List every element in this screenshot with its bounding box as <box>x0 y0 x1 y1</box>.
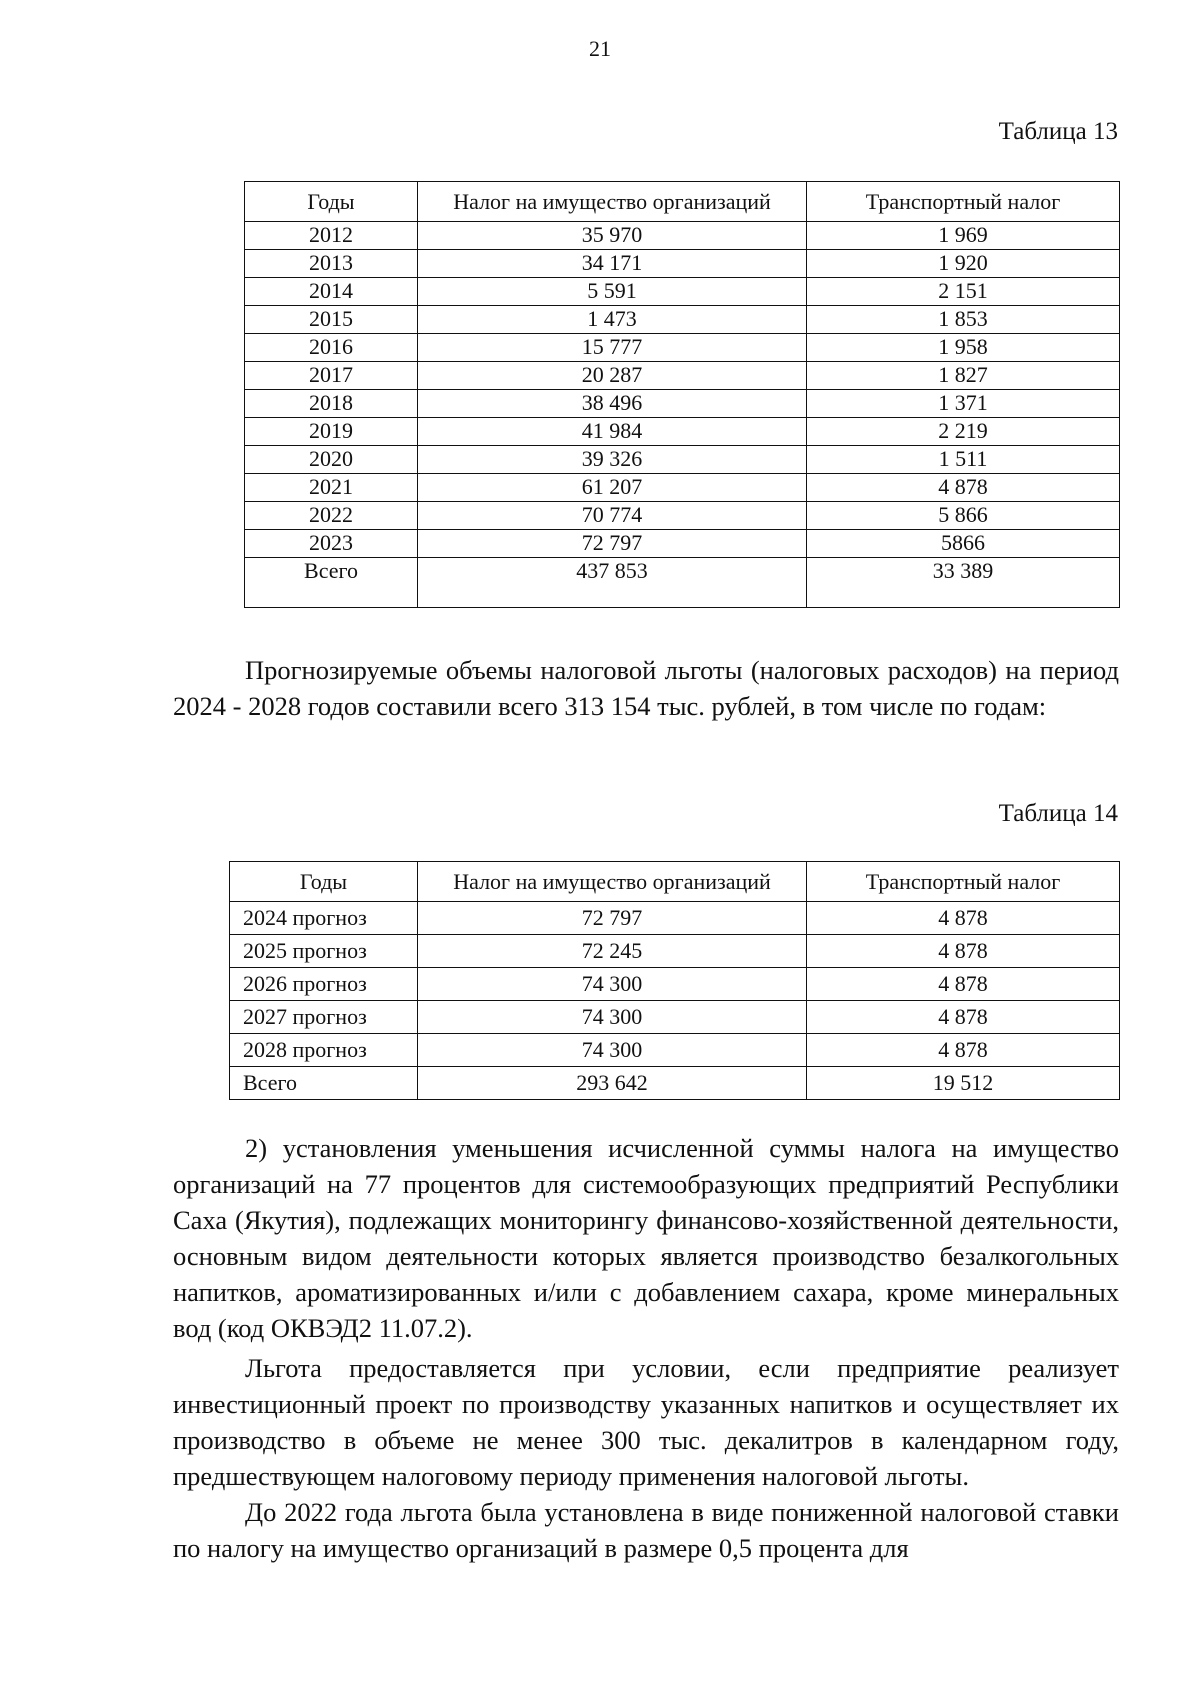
property-tax-cell: 38 496 <box>418 390 807 418</box>
year-cell: 2021 <box>245 474 418 502</box>
table-14-caption: Таблица 14 <box>998 800 1118 827</box>
transport-tax-cell: 4 878 <box>807 1034 1120 1067</box>
transport-tax-cell: 4 878 <box>807 1001 1120 1034</box>
property-tax-cell: 74 300 <box>418 968 807 1001</box>
table-row <box>230 1034 1120 1067</box>
transport-tax-total-cell: 19 512 <box>807 1067 1120 1100</box>
paragraph-forecast <box>173 652 1119 724</box>
paragraph-item-2-text: 2) установления уменьшения исчисленной суммы налога на имущество организаций на 77 процентов для системообразующих предприятий Республики Саха (Якутия), подлежащих мониторингу финансово-хозяйственной деятельности, основным видом деятельности которых является производство безалкогольных напитков, ароматизированных и/или с добавлением сахара, кроме минеральных вод (код ОКВЭД2 11.07.2). <box>173 1133 1119 1343</box>
year-cell: 2017 <box>245 362 418 390</box>
column-header-property-tax: Налог на имущество организаций <box>418 182 807 222</box>
property-tax-cell: 34 171 <box>418 250 807 278</box>
column-header-years: Годы <box>230 862 418 902</box>
column-header-years: Годы <box>245 182 418 222</box>
transport-tax-cell: 5866 <box>807 530 1120 558</box>
page-number: 21 <box>589 36 611 61</box>
table-row <box>245 362 1120 390</box>
property-tax-cell: 72 797 <box>418 902 807 935</box>
year-cell: 2025 прогноз <box>230 935 418 968</box>
year-cell: 2018 <box>245 390 418 418</box>
transport-tax-cell: 1 969 <box>807 222 1120 250</box>
property-tax-cell: 1 473 <box>418 306 807 334</box>
total-label-cell: Всего <box>230 1067 418 1100</box>
table-row <box>245 446 1120 474</box>
property-tax-cell: 61 207 <box>418 474 807 502</box>
table-row <box>245 530 1120 558</box>
table-row <box>245 250 1120 278</box>
year-cell: 2012 <box>245 222 418 250</box>
year-cell: 2024 прогноз <box>230 902 418 935</box>
property-tax-cell: 35 970 <box>418 222 807 250</box>
property-tax-cell: 5 591 <box>418 278 807 306</box>
transport-tax-cell: 1 511 <box>807 446 1120 474</box>
transport-tax-cell: 4 878 <box>807 968 1120 1001</box>
table-row <box>245 334 1120 362</box>
paragraph-history <box>173 1494 1119 1566</box>
paragraph-item-2 <box>173 1130 1119 1346</box>
paragraph-forecast-text: Прогнозируемые объемы налоговой льготы (налоговых расходов) на период 2024 - 2028 годов составили всего 313 154 тыс. рублей, в том числе по годам: <box>173 655 1119 721</box>
property-tax-cell: 74 300 <box>418 1001 807 1034</box>
table-total-row <box>245 558 1120 608</box>
property-tax-total-cell: 437 853 <box>418 558 807 608</box>
table-header-row <box>245 182 1120 222</box>
property-tax-total-cell: 293 642 <box>418 1067 807 1100</box>
year-cell: 2028 прогноз <box>230 1034 418 1067</box>
transport-tax-cell: 1 920 <box>807 250 1120 278</box>
transport-tax-cell: 4 878 <box>807 935 1120 968</box>
transport-tax-cell: 1 371 <box>807 390 1120 418</box>
table-row <box>230 902 1120 935</box>
table-14 <box>229 861 1120 1100</box>
year-cell: 2023 <box>245 530 418 558</box>
column-header-property-tax: Налог на имущество организаций <box>418 862 807 902</box>
table-row <box>245 502 1120 530</box>
property-tax-cell: 74 300 <box>418 1034 807 1067</box>
transport-tax-cell: 1 853 <box>807 306 1120 334</box>
table-total-row <box>230 1067 1120 1100</box>
property-tax-cell: 72 245 <box>418 935 807 968</box>
paragraph-condition-text: Льгота предоставляется при условии, если предприятие реализует инвестиционный проект по производству указанных напитков и осуществляет их производство в объеме не менее 300 тыс. декалитров в календарном году, предшествующем налоговому периоду применения налоговой льготы. <box>173 1353 1119 1491</box>
year-cell: 2014 <box>245 278 418 306</box>
transport-tax-cell: 2 219 <box>807 418 1120 446</box>
transport-tax-cell: 2 151 <box>807 278 1120 306</box>
property-tax-cell: 72 797 <box>418 530 807 558</box>
table-row <box>245 418 1120 446</box>
year-cell: 2022 <box>245 502 418 530</box>
transport-tax-total-cell: 33 389 <box>807 558 1120 608</box>
transport-tax-cell: 5 866 <box>807 502 1120 530</box>
table-row <box>230 1001 1120 1034</box>
property-tax-cell: 20 287 <box>418 362 807 390</box>
paragraph-history-text: До 2022 года льгота была установлена в виде пониженной налоговой ставки по налогу на имущество организаций в размере 0,5 процента для <box>173 1497 1119 1563</box>
transport-tax-cell: 1 958 <box>807 334 1120 362</box>
table-row <box>245 222 1120 250</box>
property-tax-cell: 39 326 <box>418 446 807 474</box>
total-label-cell: Всего <box>245 558 418 608</box>
table-row <box>230 968 1120 1001</box>
year-cell: 2016 <box>245 334 418 362</box>
year-cell: 2020 <box>245 446 418 474</box>
column-header-transport-tax: Транспортный налог <box>807 862 1120 902</box>
table-row <box>230 935 1120 968</box>
year-cell: 2015 <box>245 306 418 334</box>
table-row <box>245 390 1120 418</box>
table-13-caption: Таблица 13 <box>998 118 1118 145</box>
year-cell: 2026 прогноз <box>230 968 418 1001</box>
transport-tax-cell: 4 878 <box>807 902 1120 935</box>
paragraph-condition <box>173 1350 1119 1494</box>
property-tax-cell: 70 774 <box>418 502 807 530</box>
table-row <box>245 474 1120 502</box>
table-13 <box>244 181 1120 608</box>
transport-tax-cell: 1 827 <box>807 362 1120 390</box>
column-header-transport-tax: Транспортный налог <box>807 182 1120 222</box>
table-row <box>245 278 1120 306</box>
table-row <box>245 306 1120 334</box>
table-header-row <box>230 862 1120 902</box>
year-cell: 2019 <box>245 418 418 446</box>
property-tax-cell: 41 984 <box>418 418 807 446</box>
year-cell: 2027 прогноз <box>230 1001 418 1034</box>
property-tax-cell: 15 777 <box>418 334 807 362</box>
year-cell: 2013 <box>245 250 418 278</box>
transport-tax-cell: 4 878 <box>807 474 1120 502</box>
